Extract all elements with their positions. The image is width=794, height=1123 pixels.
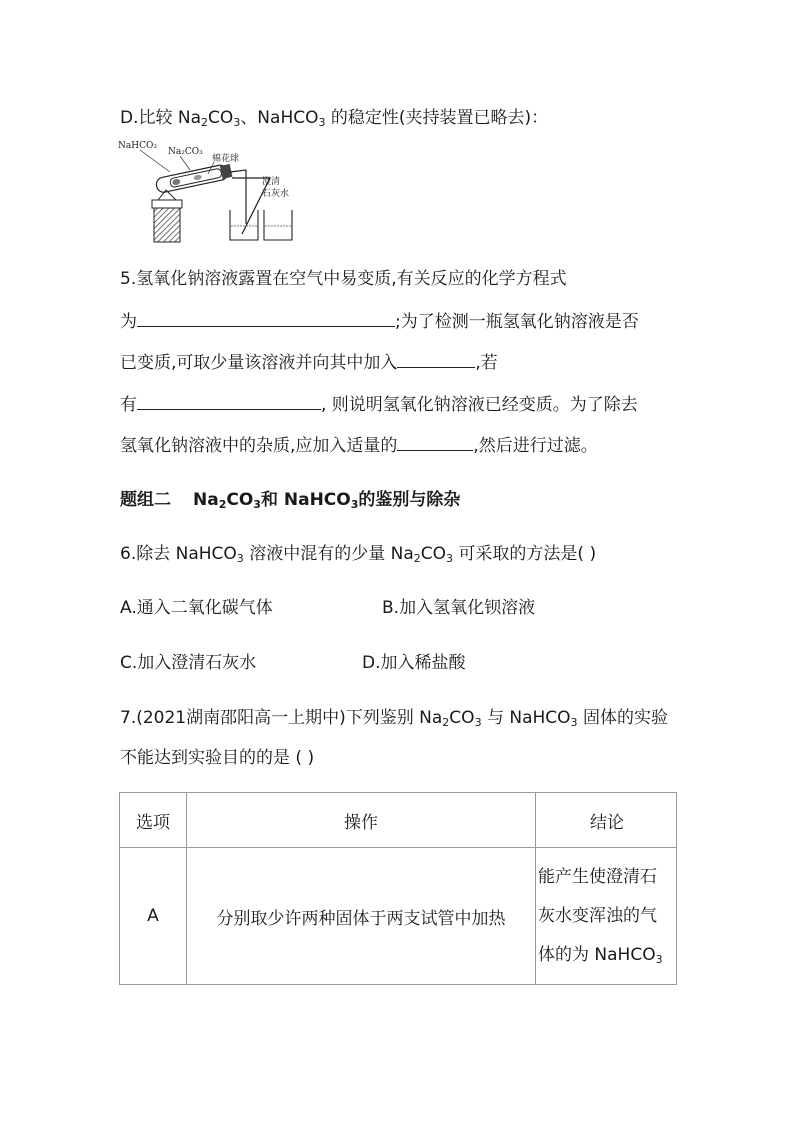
header-operation: 操作 bbox=[187, 793, 536, 848]
q5-line-4: 有 , 则说明氢氧化钠溶液已经变质。为了除去 bbox=[120, 391, 638, 417]
q7-table bbox=[119, 792, 677, 985]
q7-stem-line-1: 7.(2021湖南邵阳高一上期中)下列鉴别 $Na_2CO_3$ 与 NaHCO$_3$ 固体的实验 bbox=[120, 708, 668, 729]
table-header-row bbox=[120, 793, 677, 848]
label-nahco3: NaHCO₃ bbox=[118, 141, 157, 151]
q5-line-5: 氢氧化钠溶液中的杂质,应加入适量的 ,然后进行过滤。 bbox=[120, 432, 598, 458]
q6-stem: 6.除去 NaHCO$_3$ 溶液中混有的少量 $Na_2CO_3$ 可采取的方法是( ) bbox=[120, 544, 597, 565]
label-limewater-1: 澄清 bbox=[262, 177, 281, 187]
label-cotton: 棉花球 bbox=[212, 154, 240, 164]
beaker-right bbox=[264, 210, 292, 240]
q5-line-1: 5.氢氧化钠溶液露置在空气中易变质,有关反应的化学方程式 bbox=[120, 269, 567, 289]
header-conclusion: 结论 bbox=[536, 793, 677, 848]
header-option: 选项 bbox=[120, 793, 187, 848]
q6-option-c[interactable]: C.加入澄清石灰水 bbox=[120, 653, 257, 673]
q6-option-d[interactable]: D.加入稀盐酸 bbox=[362, 653, 466, 673]
q5-blank-reagent[interactable] bbox=[397, 349, 475, 368]
pointer-na2co3 bbox=[180, 156, 190, 170]
beaker-left bbox=[230, 210, 258, 240]
row-a-conclusion: 能产生使澄清石 灰水变浑浊的气 体的为 NaHCO$_3$ bbox=[536, 848, 677, 985]
label-na2co3: Na₂CO₃ bbox=[168, 147, 203, 157]
burner bbox=[152, 200, 182, 208]
row-a-operation: 分别取少许两种固体于两支试管中加热 bbox=[187, 848, 536, 985]
q5-line-2: 为 ;为了检测一瓶氢氧化钠溶液是否 bbox=[120, 308, 639, 334]
label-limewater-2: 石灰水 bbox=[262, 189, 290, 199]
outer-test-tube bbox=[155, 163, 232, 193]
table-row[interactable] bbox=[120, 848, 677, 985]
q5-line-3: 已变质,可取少量该溶液并向其中加入 ,若 bbox=[120, 349, 498, 375]
stability-apparatus-diagram bbox=[118, 134, 318, 246]
pointer-nahco3 bbox=[140, 150, 170, 172]
q5-blank-phenomenon[interactable] bbox=[137, 391, 321, 410]
block-stand bbox=[154, 208, 180, 242]
q7-stem-line-2: 不能达到实验目的的是 ( ) bbox=[120, 748, 315, 768]
q6-option-a[interactable]: A.通入二氧化碳气体 bbox=[120, 598, 273, 618]
q5-blank-removal-reagent[interactable] bbox=[397, 432, 473, 451]
row-a-option: A bbox=[120, 848, 187, 985]
option-d-line: D.比较 $Na_2CO_3$、NaHCO$_3$ 的稳定性(夹持装置已略去)： bbox=[120, 108, 549, 129]
q6-option-b[interactable]: B.加入氢氧化钡溶液 bbox=[382, 598, 536, 618]
group2-heading: 题组二 $Na_2CO_3$和 NaHCO$_3$的鉴别与除杂 bbox=[120, 490, 461, 511]
q5-blank-equation[interactable] bbox=[137, 308, 395, 327]
